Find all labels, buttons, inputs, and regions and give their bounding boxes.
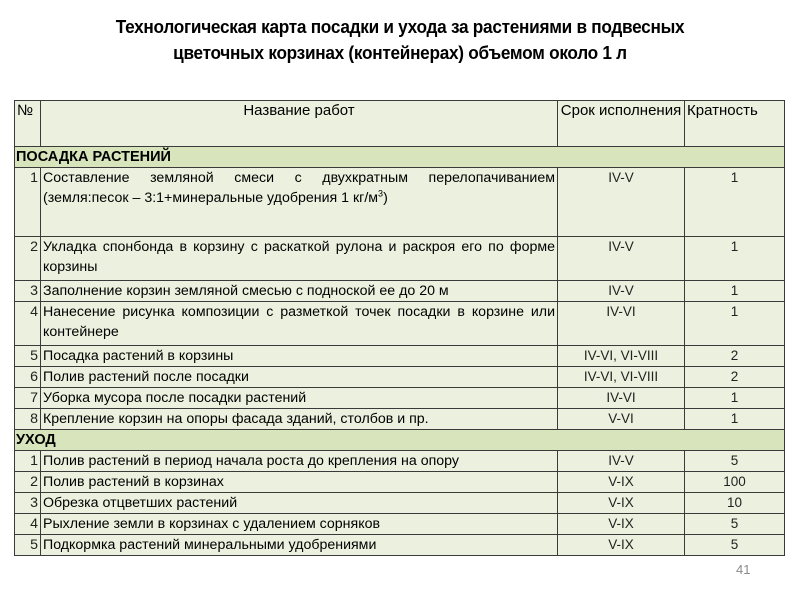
row-number: 3: [15, 493, 41, 514]
table-row: [15, 514, 785, 535]
work-name: Уборка мусора после посадки растений: [41, 388, 558, 409]
execution-term: IV-V: [558, 281, 685, 302]
work-name: [41, 168, 558, 237]
table-row: [15, 367, 785, 388]
work-name: Обрезка отцветших растений: [41, 493, 558, 514]
work-name: Заполнение корзин земляной смесью с подноской ее до 20 м: [41, 281, 558, 302]
work-name: Нанесение рисунка композиции с разметкой точек посадки в корзине или контейнере: [41, 302, 558, 346]
multiplicity: 5: [685, 514, 785, 535]
row-number: 7: [15, 388, 41, 409]
table-row: [15, 346, 785, 367]
section-title: ПОСАДКА РАСТЕНИЙ: [15, 147, 785, 168]
table-row: [15, 168, 785, 237]
work-name-end: ): [383, 190, 388, 206]
table-body: [15, 147, 785, 556]
multiplicity: 5: [685, 451, 785, 472]
header-num: №: [15, 101, 41, 147]
execution-term: IV-VI, VI-VIII: [558, 367, 685, 388]
table-row: [15, 535, 785, 556]
work-name-text: Составление земляной смеси с двухкратным перелопачиванием (земля:песок – 3:1+минеральные удобрения 1 кг/м: [43, 170, 555, 206]
section-row: [15, 430, 785, 451]
row-number: 6: [15, 367, 41, 388]
execution-term: IV-V: [558, 237, 685, 281]
execution-term: IV-VI, VI-VIII: [558, 346, 685, 367]
execution-term: IV-V: [558, 451, 685, 472]
multiplicity: 1: [685, 388, 785, 409]
table-row: [15, 281, 785, 302]
row-number: 1: [15, 168, 41, 237]
multiplicity: 100: [685, 472, 785, 493]
header-multiplicity: Кратность: [685, 101, 785, 147]
page-number: 41: [736, 562, 751, 577]
table-row: [15, 493, 785, 514]
multiplicity: 10: [685, 493, 785, 514]
execution-term: V-IX: [558, 472, 685, 493]
section-title: УХОД: [15, 430, 785, 451]
multiplicity: 2: [685, 367, 785, 388]
work-name: Рыхление земли в корзинах с удалением сорняков: [41, 514, 558, 535]
execution-term: V-IX: [558, 514, 685, 535]
execution-term: V-IX: [558, 493, 685, 514]
technology-map-table: [14, 100, 785, 556]
table-row: [15, 237, 785, 281]
row-number: 4: [15, 302, 41, 346]
execution-term: IV-VI: [558, 302, 685, 346]
work-name: Посадка растений в корзины: [41, 346, 558, 367]
execution-term: V-IX: [558, 535, 685, 556]
multiplicity: 1: [685, 409, 785, 430]
execution-term: IV-V: [558, 168, 685, 237]
row-number: 8: [15, 409, 41, 430]
work-name: Подкормка растений минеральными удобрениями: [41, 535, 558, 556]
row-number: 5: [15, 535, 41, 556]
row-number: 5: [15, 346, 41, 367]
header-term: Срок исполнения: [558, 101, 685, 147]
row-number: 2: [15, 472, 41, 493]
multiplicity: 5: [685, 535, 785, 556]
multiplicity: 1: [685, 168, 785, 237]
multiplicity: 1: [685, 281, 785, 302]
work-name: Полив растений в период начала роста до крепления на опору: [41, 451, 558, 472]
row-number: 4: [15, 514, 41, 535]
multiplicity: 1: [685, 302, 785, 346]
table-row: [15, 409, 785, 430]
header-name: Название работ: [41, 101, 558, 147]
row-number: 1: [15, 451, 41, 472]
work-name: Крепление корзин на опоры фасада зданий, столбов и пр.: [41, 409, 558, 430]
table-row: [15, 472, 785, 493]
table-row: [15, 451, 785, 472]
table-header-row: [15, 101, 785, 147]
execution-term: IV-VI: [558, 388, 685, 409]
page-title: [28, 14, 772, 66]
table-row: [15, 388, 785, 409]
work-name: Полив растений в корзинах: [41, 472, 558, 493]
title-line-1: Технологическая карта посадки и ухода за растениями в подвесных: [115, 16, 685, 37]
multiplicity: 2: [685, 346, 785, 367]
row-number: 2: [15, 237, 41, 281]
title-line-2: цветочных корзинах (контейнерах) объемом около 1 л: [173, 42, 627, 63]
work-name: Укладка спонбонда в корзину с раскаткой рулона и раскроя его по форме корзины: [41, 237, 558, 281]
execution-term: V-VI: [558, 409, 685, 430]
work-name: Полив растений после посадки: [41, 367, 558, 388]
unit-superscript: 3: [378, 188, 384, 199]
section-row: [15, 147, 785, 168]
multiplicity: 1: [685, 237, 785, 281]
row-number: 3: [15, 281, 41, 302]
table-row: [15, 302, 785, 346]
